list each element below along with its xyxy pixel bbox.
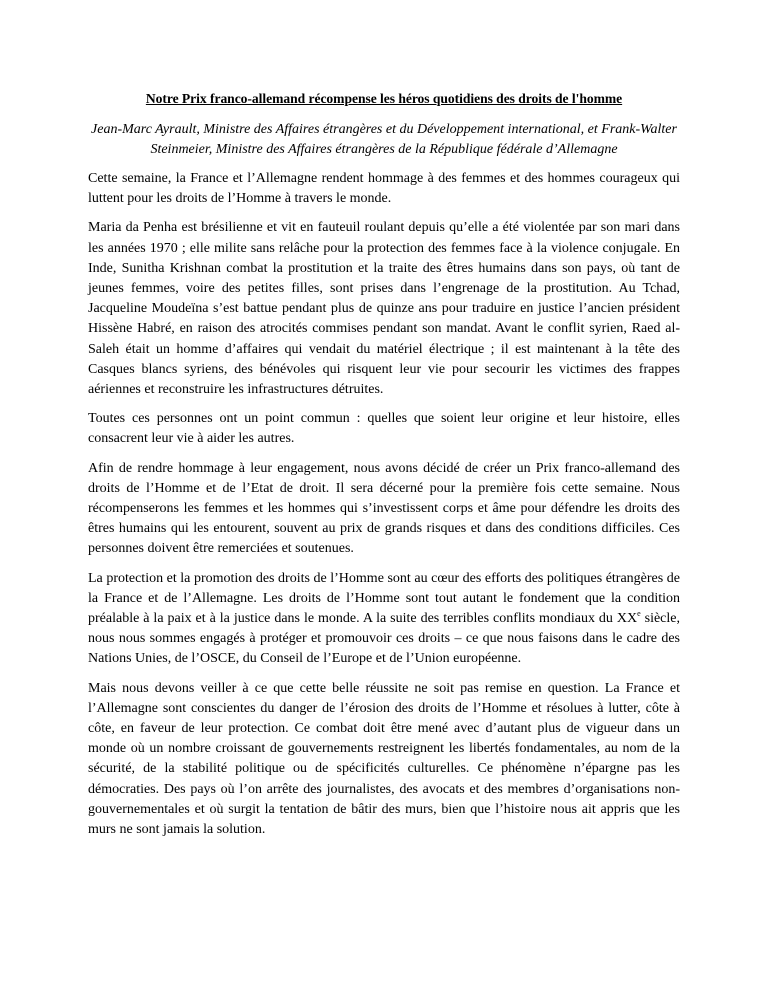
paragraph-vigilance: Mais nous devons veiller à ce que cette belle réussite ne soit pas remise en question. La France et l’Allemagne sont conscientes du danger de l’érosion des droits de l’Homme et résolues à lutter, côte à côte, en faveur de leur protection. Ce combat doit être mené avec d’autant plus de vigueur dans un monde où un nombre croissant de gouvernements restreignent les libertés fondamentales, au nom de la sécurité, de la stabilité politique ou de spécificités culturelles. Ce phénomène n’épargne pas les démocraties. Des pays où l’on arrête des journalistes, des avocats et des membres d’organisations non-gouvernementales et où surgit la tentation de bâtir des murs, bien que l’histoire nous ait appris que les murs ne sont jamais la solution. bbox=[88, 680, 680, 838]
paragraph-human-rights-policy bbox=[88, 569, 680, 670]
paragraph-intro: Cette semaine, la France et l’Allemagne rendent hommage à des femmes et des hommes courageux qui luttent pour les droits de l’Homme à travers le monde. bbox=[88, 171, 680, 207]
paragraph-laureates: Maria da Penha est brésilienne et vit en fauteuil roulant depuis qu’elle a été violentée par son mari dans les années 1970 ; elle milite sans relâche pour la protection des femmes face à la violence conjugale. En Inde, Sunitha Krishnan combat la prostitution et la traite des êtres humains dans son pays, où tant de jeunes femmes, voire des petites filles, sont prises dans l’engrenage de la prostitution. Au Tchad, Jacqueline Moudeïna s’est battue pendant plus de quinze ans pour traduire en justice l’ancien président Hissène Habré, en raison des atrocités commises pendant son mandat. Avant le conflit syrien, Raed al-Saleh était un homme d’affaires qui vendait du matériel électrique ; il est maintenant à la tête des Casques blancs syriens, des bénévoles qui risquent leur vie pour secourir les victimes des frappes aériennes et reconstruire les infrastructures détruites. bbox=[88, 220, 680, 398]
document-body bbox=[88, 90, 680, 849]
paragraph-prize-creation: Afin de rendre hommage à leur engagement, nous avons décidé de créer un Prix franco-allemand des droits de l’Homme et de l’Etat de droit. Il sera décerné pour la première fois cette semaine. Nous récompenserons les femmes et les hommes qui s’investissent corps et âme pour défendre les droits des êtres humains qui les entourent, souvent au prix de grands risques et dans des conditions difficiles. Ces personnes doivent être remerciées et soutenues. bbox=[88, 460, 680, 557]
article-title: Notre Prix franco-allemand récompense les héros quotidiens des droits de l'homme bbox=[145, 91, 623, 106]
paragraph-human-rights-policy-start: La protection et la promotion des droits de l’Homme sont au cœur des efforts des politiques étrangères de la France et de l’Allemagne. Les droits de l’Homme sont tout autant le fondement que la condition préalable à la paix et à la justice dans le monde. A la suite des terribles conflits mondiaux du XX bbox=[88, 570, 680, 627]
century-superscript: e bbox=[637, 609, 641, 619]
paragraph-common-point: Toutes ces personnes ont un point commun : quelles que soient leur origine et leur histoire, elles consacrent leur vie à aider les autres. bbox=[88, 411, 680, 447]
article-authors: Jean-Marc Ayrault, Ministre des Affaires étrangères et du Développement international, et Frank-Walter Steinmeier, Ministre des Affaires étrangères de la République fédérale d’Allemagne bbox=[91, 122, 677, 157]
paragraph-human-rights-policy-end: siècle, nous nous sommes engagés à protéger et promouvoir ces droits – ce que nous faisons dans le cadre des Nations Unies, de l’OSCE, du Conseil de l’Europe et de l’Union européenne. bbox=[88, 611, 680, 667]
